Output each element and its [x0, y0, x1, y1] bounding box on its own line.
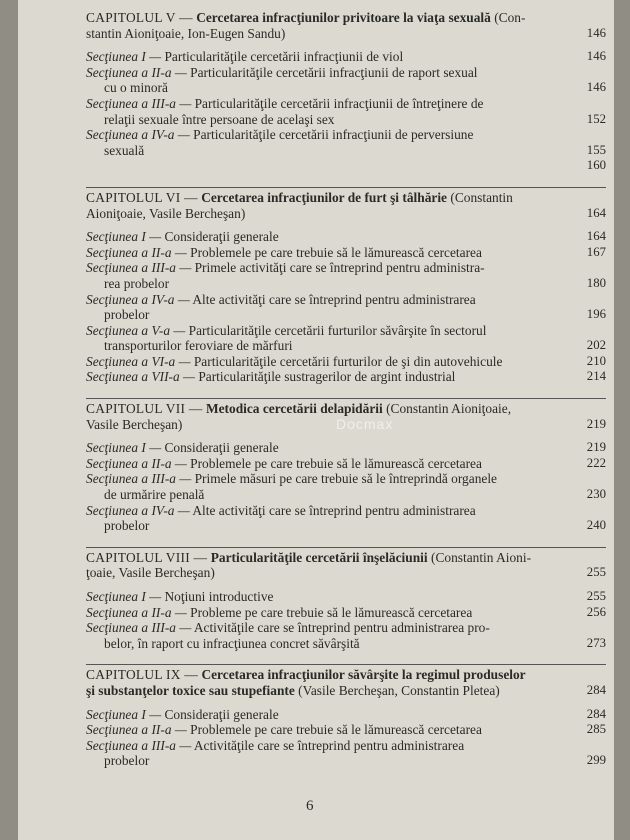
- chapter-title: Cercetarea infracţiunilor de furt şi tâlhărie: [201, 189, 447, 205]
- section-page-number: 167: [586, 244, 606, 259]
- section-line: [86, 229, 570, 245]
- section-page-number: 285: [586, 722, 606, 737]
- section-line: [86, 707, 570, 723]
- chapter-page-number: 284: [586, 682, 606, 697]
- section-label: Secţiunea a V-a —: [86, 322, 186, 338]
- section-title: probelor: [104, 753, 150, 769]
- section-line: [86, 753, 570, 769]
- section-label: Secţiunea a VII-a —: [86, 369, 195, 385]
- section-label: Secţiunea I —: [86, 706, 162, 722]
- chapter-heading-line: [86, 550, 570, 566]
- section-title: transporturilor feroviare de mărfuri: [104, 338, 293, 354]
- section-title: Problemele pe care trebuie să le lămurească cercetarea: [190, 722, 482, 738]
- chapter-authors: stantin Aioniţoaie, Ion-Eugen Sandu): [86, 25, 286, 41]
- section-title: Particularităţile cercetării furturilor săvârşite în sectorul: [188, 322, 487, 338]
- section-label: Secţiunea a IV-a —: [86, 502, 190, 518]
- section-line: [86, 589, 570, 605]
- section-entry: [86, 49, 606, 65]
- section-page-number: 240: [586, 518, 606, 533]
- section-line: [86, 96, 570, 112]
- section-line: [86, 276, 570, 292]
- section-line: [86, 245, 570, 261]
- section-entry: [86, 707, 606, 723]
- section-label: Secţiunea a II-a —: [86, 64, 187, 80]
- chapter-page-number: 219: [586, 416, 606, 431]
- chapter-title: Metodica cercetării delapidării: [205, 401, 383, 417]
- chapter-heading-line: [86, 206, 570, 222]
- chapter-number: CAPITOLUL VI —: [86, 189, 198, 205]
- section-page-number: 255: [586, 589, 606, 603]
- section-entry: [86, 722, 606, 738]
- section-label: Secţiunea a II-a —: [86, 604, 187, 620]
- chapter-heading-line: [86, 417, 570, 433]
- chapter-number: CAPITOLUL IX —: [86, 667, 199, 683]
- section-entry: [86, 158, 606, 174]
- section-page-number: 152: [586, 111, 606, 126]
- section-page-number: 256: [586, 604, 606, 619]
- chapter-heading-line: [86, 190, 570, 206]
- section-title: Alte activităţi care se întreprind pentru administrarea: [192, 291, 476, 307]
- section-title: Consideraţii generale: [164, 440, 279, 456]
- section-line: [86, 518, 570, 534]
- section-page-number: 160: [586, 158, 606, 173]
- watermark: Docmax: [336, 416, 394, 432]
- section-title: sexuală: [104, 142, 145, 158]
- section-line: [86, 307, 570, 323]
- section-title: belor, în raport cu infracţiunea concret săvârşită: [104, 635, 360, 651]
- chapter-block: [86, 10, 606, 174]
- table-of-contents: [86, 10, 606, 782]
- section-line: [86, 292, 570, 308]
- chapter-heading: [86, 664, 606, 698]
- section-line: [86, 487, 570, 503]
- section-label: Secţiunea a III-a —: [86, 737, 192, 753]
- section-line: [86, 354, 570, 370]
- section-entry: [86, 229, 606, 245]
- chapter-number: CAPITOLUL VIII —: [86, 549, 208, 565]
- section-title: Primele activităţi care se întreprind pentru administra-: [194, 260, 485, 276]
- chapter-authors: (Vasile Bercheşan, Constantin Pletea): [298, 682, 500, 698]
- chapter-heading-line: [86, 401, 570, 417]
- section-title: Noţiuni introductive: [164, 589, 274, 604]
- section-entry: [86, 323, 606, 354]
- section-label: Secţiunea a III-a —: [86, 620, 192, 636]
- section-line: [86, 722, 570, 738]
- section-page-number: 180: [586, 275, 606, 290]
- chapter-heading-line: [86, 26, 570, 42]
- section-title: probelor: [104, 307, 150, 323]
- section-line: [86, 440, 570, 456]
- chapter-heading: [86, 547, 606, 581]
- section-page-number: 284: [586, 706, 606, 721]
- section-label: Secţiunea a VI-a —: [86, 353, 191, 369]
- chapter-authors: Aioniţoaie, Vasile Bercheşan): [86, 205, 246, 221]
- section-label: Secţiunea a III-a —: [86, 471, 192, 487]
- section-title: probelor: [104, 518, 150, 534]
- section-label: Secţiunea a II-a —: [86, 722, 187, 738]
- section-page-number: 214: [586, 369, 606, 384]
- section-line: [86, 338, 570, 354]
- section-title: Particularităţile cercetării infracţiunii de viol: [164, 49, 404, 65]
- section-title: rea probelor: [104, 275, 170, 291]
- section-line: [86, 49, 570, 65]
- section-line: [86, 65, 570, 81]
- section-title: Particularităţile cercetării furturilor de şi din autovehicule: [193, 353, 503, 369]
- chapter-heading: [86, 187, 606, 221]
- chapter-heading-line: [86, 667, 570, 683]
- chapter-title: Cercetarea infracţiunilor săvârşite la regimul produselor: [201, 667, 526, 683]
- chapter-authors: (Con-: [494, 10, 526, 25]
- section-label: Secţiunea I —: [86, 589, 162, 604]
- section-line: [86, 456, 570, 472]
- section-title: Problemele pe care trebuie să le lămurească cercetarea: [190, 455, 482, 471]
- section-line: [86, 158, 570, 174]
- section-title: Alte activităţi care se întreprind pentru administrarea: [192, 502, 476, 518]
- section-page-number: 230: [586, 487, 606, 502]
- section-entry: [86, 96, 606, 127]
- section-line: [86, 127, 570, 143]
- section-entry: [86, 260, 606, 291]
- section-title: Activităţile care se întreprind pentru administrarea pro-: [193, 620, 490, 636]
- section-entry: [86, 354, 606, 370]
- chapter-heading-line: [86, 10, 570, 26]
- section-label: Secţiunea a III-a —: [86, 260, 192, 276]
- section-entry: [86, 738, 606, 769]
- section-title: Particularităţile cercetării infracţiunii de raport sexual: [190, 64, 478, 80]
- section-line: [86, 112, 570, 128]
- chapter-heading-line: [86, 565, 570, 581]
- chapter-authors: (Constantin: [450, 189, 513, 205]
- section-line: [86, 323, 570, 339]
- section-page-number: 202: [586, 338, 606, 353]
- chapter-block: [86, 187, 606, 385]
- chapter-title-continued: şi substanţelor toxice sau stupefiante: [86, 682, 295, 698]
- section-entry: [86, 127, 606, 158]
- section-entry: [86, 65, 606, 96]
- section-line: [86, 503, 570, 519]
- section-entry: [86, 605, 606, 621]
- chapter-title: Particularităţile cercetării înşelăciunii: [210, 549, 428, 565]
- section-title: de urmărire penală: [104, 487, 205, 503]
- section-page-number: 146: [586, 80, 606, 95]
- section-entry: [86, 456, 606, 472]
- chapter-block: [86, 664, 606, 769]
- chapter-authors: Vasile Bercheşan): [86, 416, 183, 432]
- section-page-number: 196: [586, 307, 606, 322]
- section-page-number: 210: [586, 353, 606, 368]
- chapter-number: CAPITOLUL V —: [86, 10, 193, 25]
- section-title: relaţii sexuale între persoane de acelaşi sex: [104, 111, 335, 127]
- section-title: Problemele pe care trebuie să le lămurească cercetarea: [190, 244, 482, 260]
- section-label: Secţiunea I —: [86, 229, 162, 245]
- section-line: [86, 471, 570, 487]
- section-line: [86, 143, 570, 159]
- section-title: Particularităţile cercetării infracţiunii de perversiune: [193, 127, 474, 143]
- section-entry: [86, 369, 606, 385]
- section-line: [86, 369, 570, 385]
- chapter-title: Cercetarea infracţiunilor privitoare la viaţa sexuală: [196, 10, 491, 25]
- page-number: 6: [306, 798, 314, 814]
- section-label: Secţiunea a IV-a —: [86, 291, 190, 307]
- section-line: [86, 260, 570, 276]
- section-entry: [86, 245, 606, 261]
- section-title: Consideraţii generale: [164, 229, 279, 245]
- section-page-number: 155: [586, 142, 606, 157]
- section-entry: [86, 292, 606, 323]
- section-entry: [86, 620, 606, 651]
- section-label: Secţiunea I —: [86, 49, 162, 65]
- section-entry: [86, 471, 606, 502]
- section-title: Activităţile care se întreprind pentru administrarea: [193, 737, 465, 753]
- section-label: Secţiunea I —: [86, 440, 162, 456]
- section-label: Secţiunea a IV-a —: [86, 127, 190, 143]
- section-line: [86, 636, 570, 652]
- section-entry: [86, 503, 606, 534]
- chapter-authors: ţoaie, Vasile Bercheşan): [86, 565, 215, 581]
- section-line: [86, 605, 570, 621]
- chapter-authors: (Constantin Aioniţoaie,: [386, 401, 512, 417]
- section-page-number: 299: [586, 753, 606, 768]
- chapter-page-number: 146: [586, 25, 606, 40]
- section-label: Secţiunea a II-a —: [86, 244, 187, 260]
- section-title: Primele măsuri pe care trebuie să le întreprindă organele: [194, 471, 497, 487]
- section-entry: [86, 589, 606, 605]
- chapter-number: CAPITOLUL VII —: [86, 401, 203, 417]
- section-page-number: 222: [586, 455, 606, 470]
- book-page: [18, 0, 614, 840]
- section-line: [86, 80, 570, 96]
- section-line: [86, 620, 570, 636]
- section-label: Secţiunea a III-a —: [86, 95, 192, 111]
- section-title: cu o minoră: [104, 80, 168, 96]
- chapter-authors: (Constantin Aioni-: [430, 549, 532, 565]
- chapter-block: [86, 547, 606, 652]
- section-entry: [86, 440, 606, 456]
- section-page-number: 219: [586, 440, 606, 455]
- section-title: Particularităţile cercetării infracţiunii de întreţinere de: [194, 95, 484, 111]
- section-page-number: 273: [586, 635, 606, 650]
- chapter-page-number: 255: [586, 565, 606, 580]
- chapter-heading-line: [86, 683, 570, 699]
- section-page-number: 164: [586, 229, 606, 244]
- section-line: [86, 738, 570, 754]
- section-page-number: 146: [586, 49, 606, 64]
- section-title: Probleme pe care trebuie să le lămurească cercetarea: [190, 604, 473, 620]
- chapter-heading: [86, 10, 606, 41]
- section-title: Particularităţile sustragerilor de argint industrial: [198, 369, 456, 385]
- section-label: Secţiunea a II-a —: [86, 455, 187, 471]
- chapter-page-number: 164: [586, 205, 606, 220]
- section-title: Consideraţii generale: [164, 706, 279, 722]
